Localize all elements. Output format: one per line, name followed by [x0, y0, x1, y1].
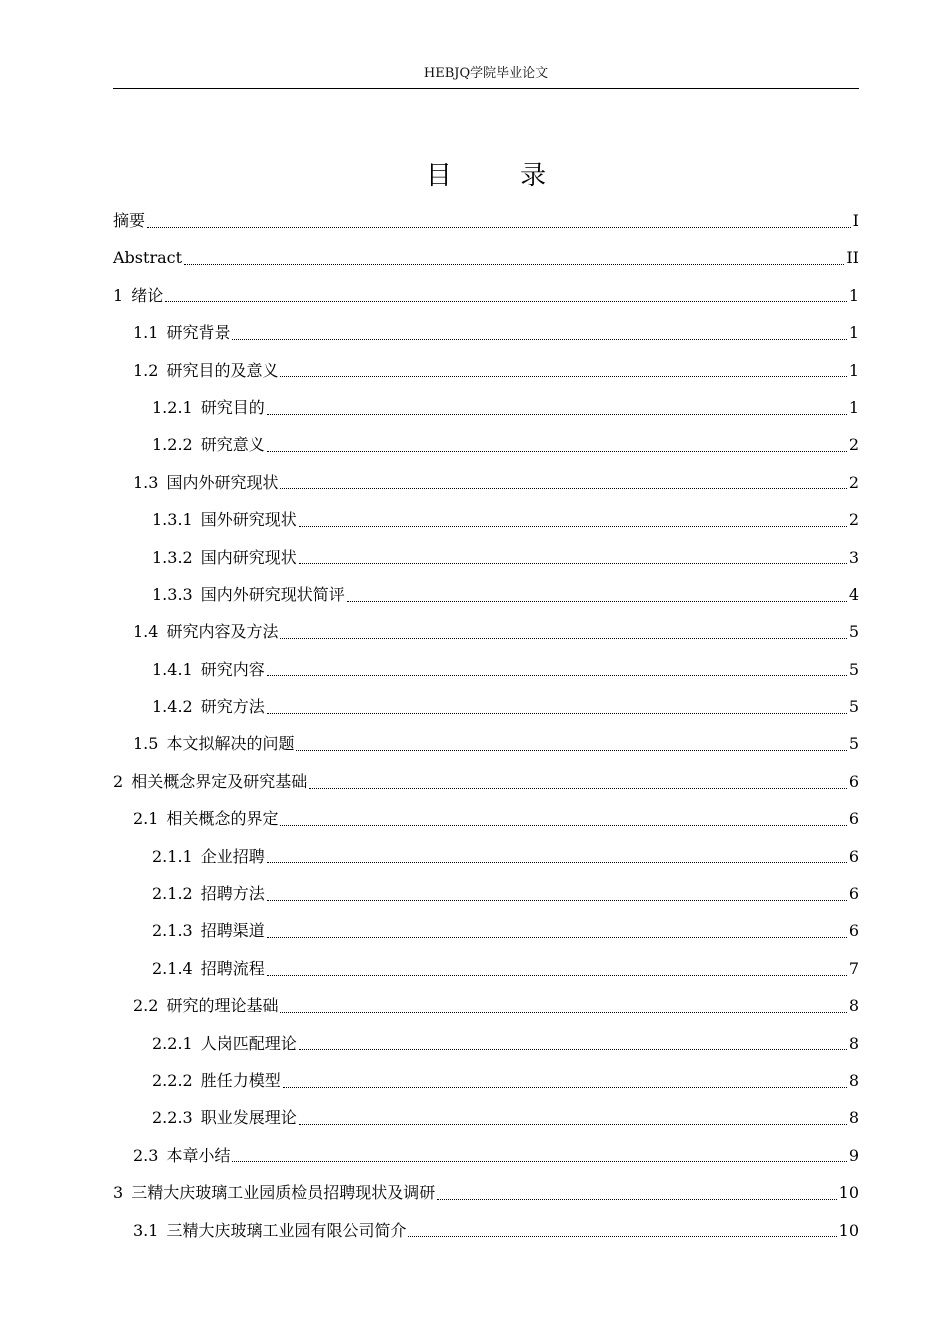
toc-entry-label: [133, 314, 230, 351]
toc-entry-title: 研究的理论基础: [166, 996, 279, 1016]
toc-entry-label: [133, 464, 278, 501]
toc-entry-number: 1.3.2: [152, 547, 193, 567]
toc-entry-title: 研究目的及意义: [166, 360, 279, 380]
toc-dot-leader: [267, 697, 847, 717]
toc-entry-title: 研究目的: [200, 397, 265, 417]
toc-entry-number: 2.1.3: [152, 921, 193, 941]
toc-entry-number: 3.1: [133, 1220, 159, 1240]
toc-page-number: 5: [848, 697, 859, 717]
toc-entry-label: [152, 576, 345, 613]
toc-entry-label: [133, 1212, 406, 1249]
toc-entry[interactable]: [113, 352, 859, 389]
toc-dot-leader: [184, 248, 844, 268]
toc-entry-label: [152, 1025, 297, 1062]
toc-entry-number: 1.4.2: [152, 697, 193, 717]
toc-entry-number: 1.2: [133, 360, 159, 380]
toc-dot-leader: [267, 846, 847, 866]
toc-entry-label: [152, 688, 265, 725]
toc-entry-number: 2.1.1: [152, 846, 193, 866]
toc-entry-label: [152, 501, 297, 538]
toc-entry-label: [113, 1174, 435, 1211]
toc-entry[interactable]: [113, 202, 859, 239]
toc-entry-label: [152, 389, 265, 426]
toc-entry-title: 胜任力模型: [200, 1070, 281, 1090]
toc-entry[interactable]: [113, 987, 859, 1024]
toc-page-number: 1: [848, 323, 859, 343]
toc-page-number: 5: [848, 622, 859, 642]
toc-entry[interactable]: [113, 800, 859, 837]
toc-dot-leader: [280, 360, 846, 380]
toc-dot-leader: [299, 1108, 847, 1128]
toc-entry-title: Abstract: [113, 248, 183, 268]
toc-entry-number: 2.3: [133, 1145, 159, 1165]
toc-entry-title: 研究方法: [200, 697, 265, 717]
toc-dot-leader: [347, 585, 847, 605]
toc-entry-number: 1.5: [133, 734, 159, 754]
toc-entry-title: 国内外研究现状简评: [200, 584, 345, 604]
toc-entry[interactable]: [113, 1212, 859, 1249]
toc-entry-title: 招聘方法: [200, 884, 265, 904]
toc-entry[interactable]: [113, 838, 859, 875]
toc-dot-leader: [280, 996, 846, 1016]
toc-entry-title: 摘要: [113, 211, 146, 230]
toc-page-number: 7: [848, 958, 859, 978]
toc-entry-number: 2: [113, 771, 124, 791]
toc-entry[interactable]: [113, 1025, 859, 1062]
toc-entry-label: [113, 239, 182, 276]
toc-entry[interactable]: [113, 1137, 859, 1174]
toc-entry[interactable]: [113, 314, 859, 351]
toc-entry-number: 1.2.2: [152, 435, 193, 455]
toc-entry[interactable]: [113, 688, 859, 725]
toc-page-number: 10: [838, 1183, 859, 1203]
toc-entry-label: [133, 800, 278, 837]
toc-entry[interactable]: [113, 1062, 859, 1099]
toc-entry-label: [133, 613, 278, 650]
toc-entry-label: [113, 763, 307, 800]
toc-dot-leader: [232, 323, 846, 343]
toc-page-number: 1: [848, 397, 859, 417]
toc-page-number: 6: [848, 921, 859, 941]
toc-entry-number: 1.4.1: [152, 659, 193, 679]
toc-page-number: 3: [848, 547, 859, 567]
toc-entry-label: [152, 1099, 297, 1136]
toc-dot-leader: [267, 398, 847, 418]
toc-dot-leader: [299, 547, 847, 567]
toc-entry-title: 招聘流程: [200, 958, 265, 978]
toc-dot-leader: [283, 1071, 847, 1091]
toc-entry[interactable]: [113, 464, 859, 501]
toc-entry-title: 职业发展理论: [200, 1108, 297, 1128]
toc-entry-title: 绪论: [131, 285, 164, 305]
toc-entry-label: [152, 838, 265, 875]
toc-entry[interactable]: [113, 875, 859, 912]
toc-dot-leader: [280, 622, 846, 642]
toc-entry[interactable]: [113, 501, 859, 538]
toc-entry-title: 三精大庆玻璃工业园有限公司简介: [166, 1220, 407, 1240]
toc-dot-leader: [267, 435, 847, 455]
toc-entry-label: [133, 987, 278, 1024]
toc-entry[interactable]: [113, 426, 859, 463]
toc-page-number: 8: [848, 1033, 859, 1053]
toc-entry-title: 相关概念界定及研究基础: [131, 771, 308, 791]
toc-entry-number: 1: [113, 285, 124, 305]
toc-entry[interactable]: [113, 1174, 859, 1211]
toc-entry[interactable]: [113, 1099, 859, 1136]
toc-dot-leader: [299, 510, 847, 530]
toc-dot-leader: [280, 472, 846, 492]
toc-entry-title: 研究背景: [166, 323, 231, 343]
toc-dot-leader: [267, 959, 847, 979]
toc-entry-number: 2.2: [133, 996, 159, 1016]
toc-entry[interactable]: [113, 539, 859, 576]
toc-entry-title: 国内研究现状: [200, 547, 297, 567]
toc-dot-leader: [299, 1033, 847, 1053]
toc-entry-number: 1.3.1: [152, 510, 193, 530]
toc-entry-title: 三精大庆玻璃工业园质检员招聘现状及调研: [131, 1183, 436, 1203]
toc-entry-label: [133, 1137, 230, 1174]
toc-entry-title: 相关概念的界定: [166, 809, 279, 829]
table-of-contents: [113, 202, 859, 1249]
toc-page-number: 6: [848, 771, 859, 791]
toc-entry-title: 研究意义: [200, 435, 265, 455]
toc-entry-title: 本文拟解决的问题: [166, 734, 295, 754]
toc-entry-label: [113, 202, 145, 239]
toc-entry-number: 3: [113, 1183, 124, 1203]
toc-entry-label: [133, 352, 278, 389]
toc-entry[interactable]: [113, 651, 859, 688]
toc-entry-title: 企业招聘: [200, 846, 265, 866]
toc-page-number: 2: [848, 510, 859, 530]
toc-entry[interactable]: [113, 725, 859, 762]
toc-page-number: 8: [848, 1070, 859, 1090]
toc-page-number: 10: [838, 1220, 859, 1240]
toc-entry-number: 2.2.1: [152, 1033, 193, 1053]
toc-entry-title: 研究内容及方法: [166, 622, 279, 642]
toc-entry-number: 2.2.2: [152, 1070, 193, 1090]
toc-entry[interactable]: [113, 950, 859, 987]
toc-page-number: 1: [848, 285, 859, 305]
toc-dot-leader: [267, 659, 847, 679]
toc-dot-leader: [147, 211, 851, 231]
toc-dot-leader: [296, 734, 846, 754]
toc-page-number: 1: [848, 360, 859, 380]
toc-page-number: I: [852, 211, 859, 230]
toc-page-number: II: [846, 248, 859, 268]
toc-entry-label: [152, 875, 265, 912]
toc-entry-title: 国内外研究现状: [166, 472, 279, 492]
toc-page-number: 5: [848, 659, 859, 679]
toc-entry-label: [152, 651, 265, 688]
toc-entry-label: [152, 912, 265, 949]
toc-entry-number: 2.1.4: [152, 958, 193, 978]
page-header: HEBJQ学院毕业论文: [423, 66, 549, 81]
toc-page-number: 2: [848, 472, 859, 492]
toc-page-number: 6: [848, 809, 859, 829]
toc-entry-title: 人岗匹配理论: [200, 1033, 297, 1053]
toc-entry[interactable]: [113, 389, 859, 426]
toc-entry[interactable]: [113, 912, 859, 949]
toc-entry-number: 1.3.3: [152, 584, 193, 604]
toc-page-number: 2: [848, 435, 859, 455]
toc-entry-number: 1.2.1: [152, 397, 193, 417]
toc-page-number: 6: [848, 884, 859, 904]
toc-page-number: 8: [848, 1108, 859, 1128]
toc-entry-title: 本章小结: [166, 1145, 231, 1165]
toc-entry[interactable]: [113, 576, 859, 613]
toc-entry-title: 研究内容: [200, 659, 265, 679]
page-title: 目 录: [425, 161, 577, 191]
toc-entry-number: 1.4: [133, 622, 159, 642]
toc-dot-leader: [232, 1145, 846, 1165]
toc-dot-leader: [280, 809, 846, 829]
toc-dot-leader: [267, 884, 847, 904]
toc-entry[interactable]: [113, 239, 859, 276]
toc-entry-label: [152, 950, 265, 987]
toc-dot-leader: [165, 285, 847, 305]
toc-page-number: 9: [848, 1145, 859, 1165]
toc-entry-number: 2.2.3: [152, 1108, 193, 1128]
toc-entry-number: 1.1: [133, 323, 159, 343]
toc-entry-label: [133, 725, 294, 762]
toc-dot-leader: [408, 1220, 836, 1240]
toc-entry-number: 2.1: [133, 809, 159, 829]
header-rule: [113, 88, 859, 89]
toc-entry-title: 招聘渠道: [200, 921, 265, 941]
toc-entry[interactable]: [113, 277, 859, 314]
toc-entry-label: [152, 539, 297, 576]
toc-entry-label: [113, 277, 163, 314]
toc-entry-label: [152, 426, 265, 463]
toc-entry-title: 国外研究现状: [200, 510, 297, 530]
toc-entry-number: 2.1.2: [152, 884, 193, 904]
toc-entry[interactable]: [113, 763, 859, 800]
toc-page-number: 5: [848, 734, 859, 754]
toc-entry-label: [152, 1062, 281, 1099]
toc-page-number: 8: [848, 996, 859, 1016]
toc-dot-leader: [309, 772, 847, 792]
toc-dot-leader: [267, 921, 847, 941]
toc-entry[interactable]: [113, 613, 859, 650]
toc-entry-number: 1.3: [133, 472, 159, 492]
toc-page-number: 4: [848, 584, 859, 604]
toc-page-number: 6: [848, 846, 859, 866]
toc-dot-leader: [437, 1183, 836, 1203]
